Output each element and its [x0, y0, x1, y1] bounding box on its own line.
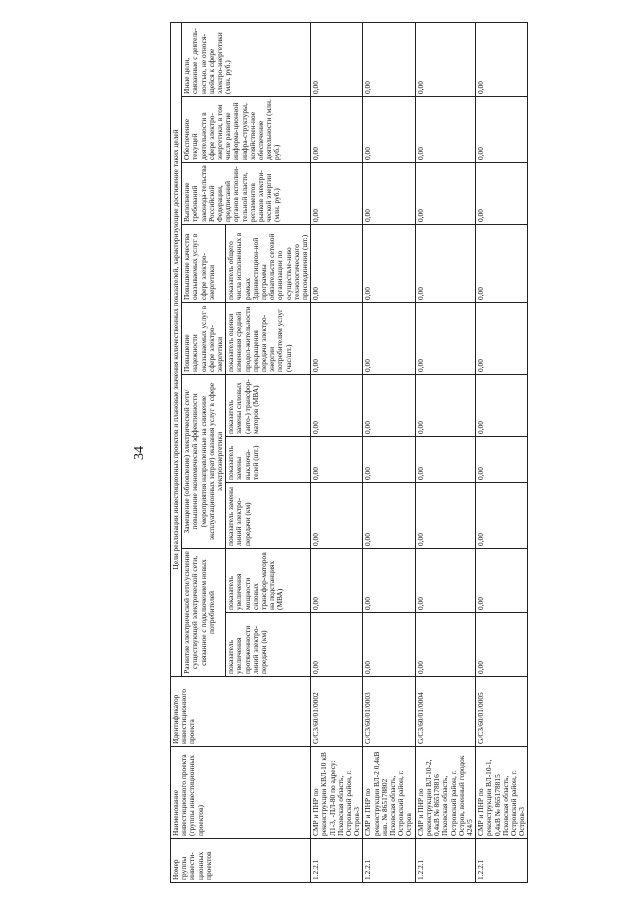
header-goal-quality: Повышение качества оказываемых услуг в сфере электро-энергетики	[182, 224, 226, 302]
cell-value: 0,00	[415, 436, 475, 482]
header-goal-info: Обеспечение текущей деятельности в сфере электро-энергетики, в том числе развитие информа-ционной инфра-структуры, хозяйствен-ное обеспечение деятельности (млн. руб.)	[182, 96, 311, 162]
cell-value: 0,00	[311, 302, 363, 374]
table-row	[311, 22, 363, 882]
header-sub-line-length: показатель увеличения протяженности линий электро-передачи (км)	[226, 612, 311, 676]
table-row	[476, 22, 528, 882]
table-container	[132, 23, 527, 883]
header-project-name: Наименование инвестиционного проекта (группы инвестиционных проектов)	[171, 746, 311, 838]
header-sub-line-replace: показатель замены линий электро-передачи (км)	[226, 482, 311, 548]
cell-value: 0,00	[476, 548, 528, 612]
cell-value: 0,00	[311, 162, 363, 224]
header-goal-other: Иные цели, связанные с деятель-ностью, не относя-щейся к сфере электро-энергетики (млн. руб.)	[182, 22, 311, 96]
cell-value: 0,00	[476, 436, 528, 482]
cell-value: 0,00	[363, 96, 415, 162]
cell-value: 0,00	[415, 224, 475, 302]
table-row	[363, 22, 415, 882]
cell-value: 0,00	[363, 612, 415, 676]
cell-value: 0,00	[363, 162, 415, 224]
cell-id: G/С3/60/01/0004	[415, 676, 475, 746]
header-row-1	[171, 22, 182, 882]
header-goal-development: Развитие электрической сети/усиление существующей электрической сети, связанное с подключением новых потребителей	[182, 548, 226, 676]
cell-name: СМР и ПНР по реконструкции ВЛ-10-1, 0,4кВ № 865178815 Псковская область, Островский район, г. Остров-3	[476, 746, 528, 838]
cell-value: 0,00	[476, 224, 528, 302]
cell-value: 0,00	[311, 482, 363, 548]
header-sub-power-replace: показатель замены силовых (авто-) трансфор-маторов (МВА)	[226, 374, 311, 436]
cell-value: 0,00	[415, 22, 475, 96]
cell-value: 0,00	[363, 224, 415, 302]
cell-value: 0,00	[476, 162, 528, 224]
table-row	[415, 22, 475, 882]
cell-value: 0,00	[311, 22, 363, 96]
cell-value: 0,00	[311, 436, 363, 482]
cell-value: 0,00	[415, 302, 475, 374]
header-sub-switch-replace: показатель замены выключа-телей (шт.)	[226, 436, 311, 482]
cell-id: G/С3/60/01/0005	[476, 676, 528, 746]
cell-group: 1.2.2.1	[415, 838, 475, 882]
investment-goals-table	[170, 21, 528, 882]
cell-value: 0,00	[363, 436, 415, 482]
cell-name: СМР и ПНР по реконструкции ВЛ-10-2, 0,4кВ № 865178816 Псковская область, Островский район, г. Остров, военный городок 424/5	[415, 746, 475, 838]
cell-value: 0,00	[415, 548, 475, 612]
cell-group: 1.2.2.1	[363, 838, 415, 882]
page-number: 34	[132, 445, 147, 460]
cell-value: 0,00	[415, 374, 475, 436]
cell-value: 0,00	[415, 612, 475, 676]
cell-name: СМР и ПНР по реконструкции КВЛ-10 кВ Л1-3, -ПЛ-80 по адресу: Псковская область, Островский район, г. Остров-3	[311, 746, 363, 838]
cell-value: 0,00	[415, 162, 475, 224]
cell-value: 0,00	[363, 22, 415, 96]
cell-value: 0,00	[476, 482, 528, 548]
cell-value: 0,00	[415, 482, 475, 548]
cell-value: 0,00	[415, 96, 475, 162]
cell-name: СМР и ПНР по реконструкции ВЛ-2 0,4кВ инв. № 865178802 Псковская область, Островский район, г. Остров	[363, 746, 415, 838]
cell-id: G/С3/60/01/0003	[363, 676, 415, 746]
header-goal-replacement: Замещение (обновление) электрической сети/повышение экономической эффективности (мероприятия направленные на снижение эксплуатационных затрат) оказания услуг в сфере электроэнергетики	[182, 374, 226, 548]
rotated-sheet	[30, 27, 610, 880]
cell-value: 0,00	[311, 374, 363, 436]
header-sub-quality: показатель общего числа исполненных в рамках Здинвестицион-ной программы обязательств сетевой организации по осуществле-нию технологического присоединения (шт.)	[226, 224, 311, 302]
cell-value: 0,00	[476, 96, 528, 162]
cell-value: 0,00	[476, 302, 528, 374]
header-group-number: Номер группы инвести-ционных проектов	[171, 838, 311, 882]
header-project-id: Идентификатор инвестиционного проекта	[171, 676, 311, 746]
cell-value: 0,00	[311, 224, 363, 302]
cell-value: 0,00	[363, 374, 415, 436]
cell-group: 1.2.2.1	[476, 838, 528, 882]
cell-value: 0,00	[311, 612, 363, 676]
cell-value: 0,00	[476, 22, 528, 96]
cell-value: 0,00	[363, 482, 415, 548]
cell-value: 0,00	[476, 612, 528, 676]
cell-value: 0,00	[363, 548, 415, 612]
cell-value: 0,00	[363, 302, 415, 374]
cell-value: 0,00	[476, 374, 528, 436]
header-sub-reliability: показатель оценки изменения средней продол-жительности прекращения передачи электро-энергии потребителям услуг (час/шт.)	[226, 302, 311, 374]
header-goal-reliability: Повышение надежности оказываемых услуг в сфере электро-энергетики	[182, 302, 226, 374]
header-sub-power-increase: показатель увеличения мощности силовых трансфор-маторов на подстанциях (МВА)	[226, 548, 311, 612]
cell-group: 1.2.2.1	[311, 838, 363, 882]
cell-value: 0,00	[311, 96, 363, 162]
header-goals-title: Цели реализации инвестиционных проектов и плановые значения количественных показателей, характеризующие достижение таких целей	[171, 22, 182, 676]
cell-value: 0,00	[311, 548, 363, 612]
cell-id: G/С3/60/01/0002	[311, 676, 363, 746]
header-goal-requirements: Выполнение требований законода-тельства Российской Федерации, предписаний органов исполни-тельной власти, регламентов рынков электри-ческой энергии (млн. руб.)	[182, 162, 311, 224]
